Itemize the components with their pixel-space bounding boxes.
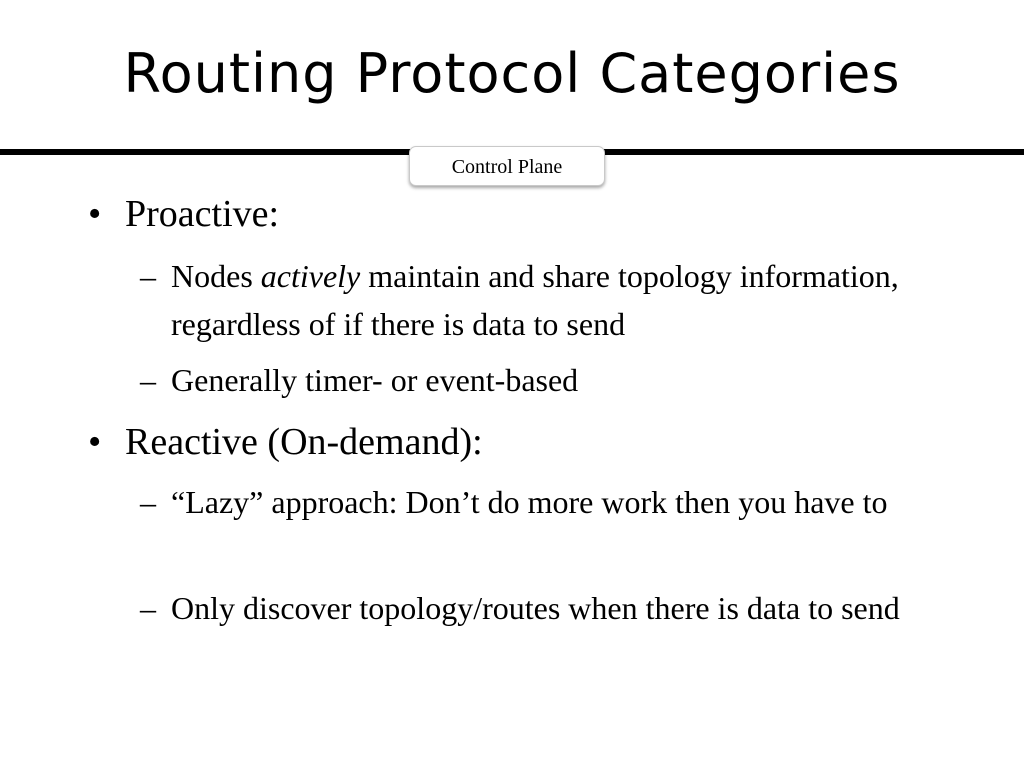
sub-bullet-text: Nodes actively maintain and share topology information, regardless of if there is data to send — [171, 258, 899, 342]
sub-bullet-item — [140, 584, 970, 632]
sub-bullet-item — [140, 478, 970, 526]
sub-bullet-item — [140, 252, 970, 348]
section-tag: Control Plane — [409, 146, 605, 186]
sub-bullet-item — [140, 356, 970, 404]
sub-bullet-text: “Lazy” approach: Don’t do more work then you have to — [171, 484, 888, 520]
dash-marker: – — [140, 590, 156, 626]
slide-title: Routing Protocol Categories — [123, 42, 901, 105]
dash-marker: – — [140, 362, 156, 398]
sub-bullet-text: Only discover topology/routes when there is data to send — [171, 590, 900, 626]
bullet-marker: • — [88, 193, 102, 235]
sub-bullet-text: Generally timer- or event-based — [171, 362, 579, 398]
bullet-label: Proactive: — [125, 193, 280, 235]
dash-marker: – — [140, 484, 156, 520]
bullet-label: Reactive (On-demand): — [125, 421, 483, 463]
emphasis-text: actively — [260, 258, 361, 294]
dash-marker: – — [140, 258, 156, 294]
bullet-marker: • — [88, 421, 102, 463]
